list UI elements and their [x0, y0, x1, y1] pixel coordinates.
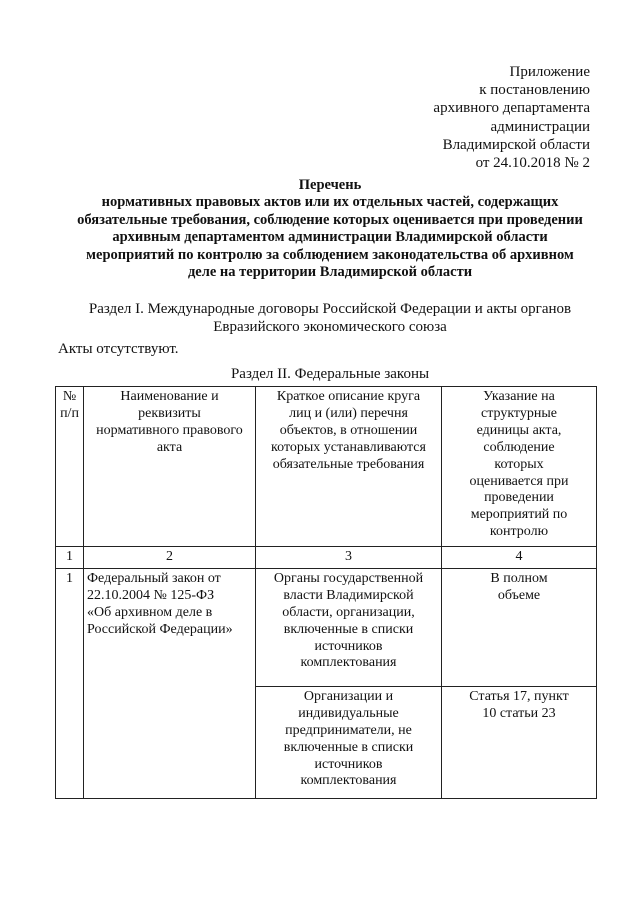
- title-line: нормативных правовых актов или их отдельных частей, содержащих: [101, 194, 559, 211]
- appendix-block: [433, 63, 590, 172]
- column-number-cell: 3: [256, 547, 442, 569]
- column-number-row: [56, 547, 597, 569]
- header-cell-number: № п/п: [56, 387, 84, 547]
- header-cell-structural-units: Указание на структурные единицы акта, соблюдение которых оценивается при проведении мероприятий по контролю: [442, 387, 597, 547]
- section-1-heading: [40, 300, 620, 336]
- appendix-line: архивного департамента: [433, 100, 590, 117]
- appendix-line: Приложение: [509, 64, 590, 80]
- federal-laws-table: [55, 386, 597, 799]
- column-number-cell: 2: [84, 547, 256, 569]
- header-cell-act-name: Наименование и реквизиты нормативного правового акта: [84, 387, 256, 547]
- description-cell: Организации и индивидуальные предприниматели, не включенные в списки источников комплектования: [256, 686, 442, 798]
- title-heading: Перечень: [298, 177, 362, 193]
- title-line: обязательные требования, соблюдение которых оценивается при проведении: [77, 211, 583, 228]
- title-line: деле на территории Владимирской области: [187, 264, 473, 281]
- title-line: мероприятий по контролю за соблюдением законодательства об архивном: [86, 246, 574, 263]
- table-row: [56, 568, 597, 686]
- appendix-line: администрации: [490, 118, 590, 135]
- header-cell-description: Краткое описание круга лиц и (или) перечня объектов, в отношении которых устанавливаются обязательные требования: [256, 387, 442, 547]
- section-1-line: Раздел I. Международные договоры Российской Федерации и акты органов: [88, 301, 572, 317]
- column-number-cell: 1: [56, 547, 84, 569]
- section-1-note: Акты отсутствуют.: [58, 341, 179, 357]
- structural-units-cell: Статья 17, пункт 10 статьи 23: [442, 686, 597, 798]
- column-number-cell: 4: [442, 547, 597, 569]
- section-2-heading: Раздел II. Федеральные законы: [230, 366, 430, 382]
- row-number-cell: 1: [56, 568, 84, 798]
- appendix-line: Владимирской области: [442, 136, 590, 153]
- appendix-line: от 24.10.2018 № 2: [475, 155, 590, 172]
- act-name-cell: Федеральный закон от 22.10.2004 № 125-ФЗ «Об архивном деле в Российской Федерации»: [84, 568, 256, 798]
- table-header-row: [56, 387, 597, 547]
- document-title: [40, 177, 620, 281]
- title-line: архивным департаментом администрации Владимирской области: [112, 229, 548, 246]
- structural-units-cell: В полном объеме: [442, 568, 597, 686]
- appendix-line: к постановлению: [479, 82, 590, 99]
- section-1-line: Евразийского экономического союза: [213, 319, 447, 335]
- description-cell: Органы государственной власти Владимирской области, организации, включенные в списки источников комплектования: [256, 568, 442, 686]
